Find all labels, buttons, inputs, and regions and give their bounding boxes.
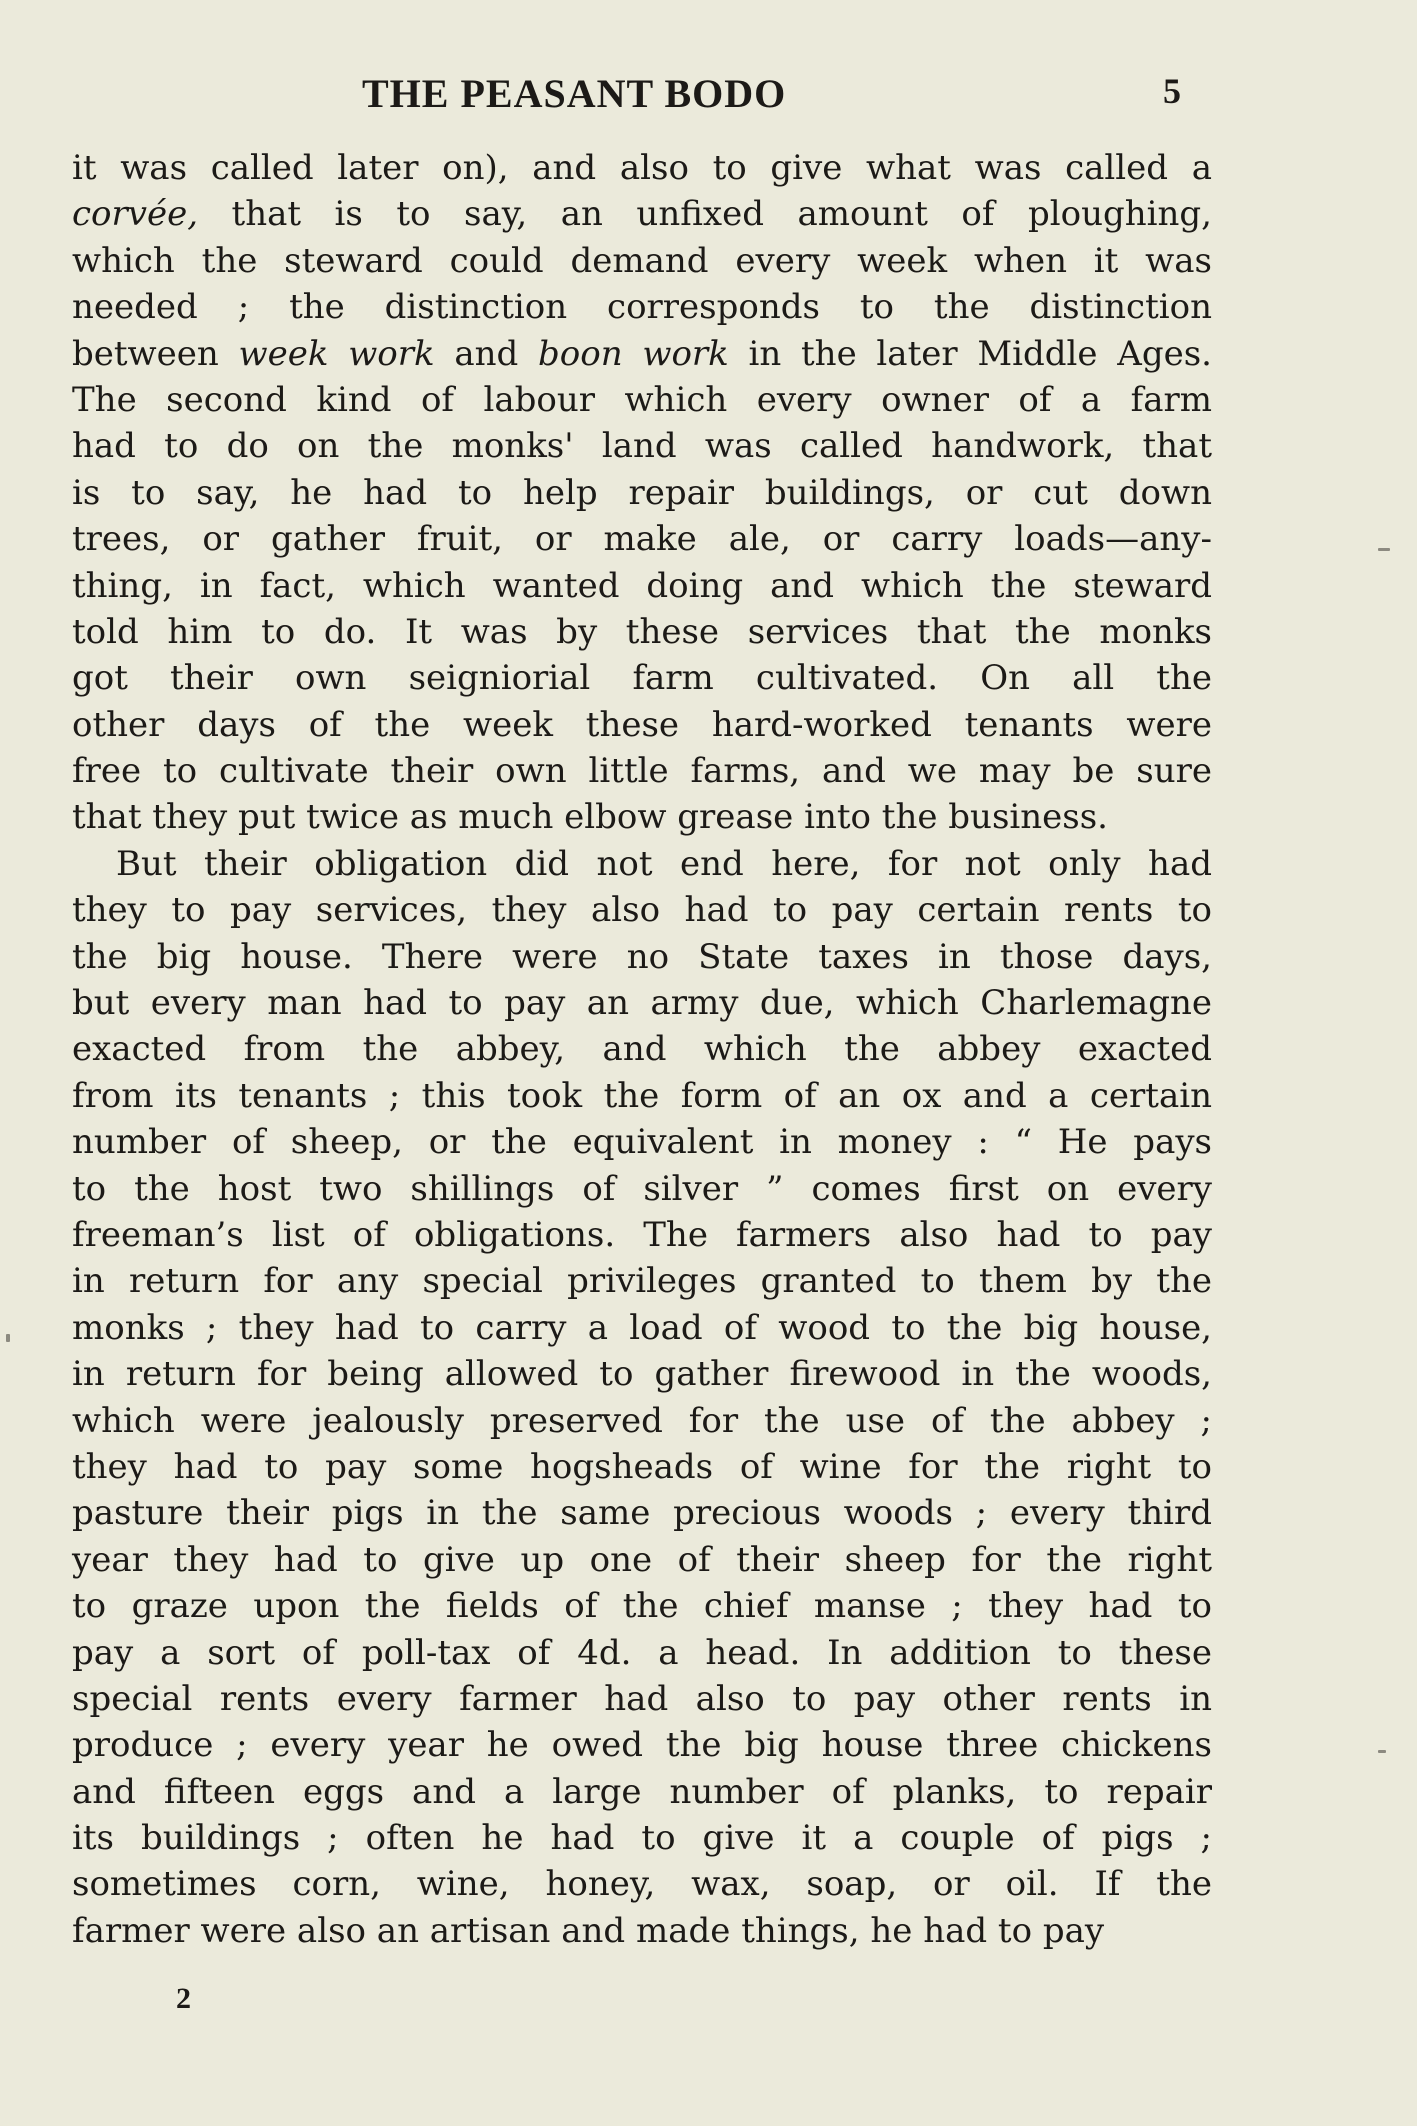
text-run: it was called later on), and also to give what was called a	[72, 148, 1212, 188]
page-header	[0, 70, 1417, 120]
text-line	[72, 1212, 1212, 1258]
text-line	[72, 1769, 1212, 1815]
text-run: pay a sort of poll-tax of 4d. a head. In addition to these	[72, 1632, 1212, 1673]
text-run: in the later Middle Ages.	[728, 333, 1212, 374]
paper-speck	[6, 1334, 10, 1342]
text-run: between	[72, 333, 239, 374]
text-run: to graze upon the fields of the chief manse ; they had to	[72, 1586, 1212, 1627]
text-line	[72, 1537, 1212, 1583]
text-line	[72, 516, 1212, 562]
text-run: which the steward could demand every week when it was	[72, 240, 1212, 281]
text-line	[72, 934, 1212, 980]
text-line	[72, 284, 1212, 330]
text-run: got their own seigniorial farm cultivated. On all the	[72, 658, 1212, 699]
text-line	[72, 1722, 1212, 1768]
text-line	[72, 1166, 1212, 1212]
text-line	[72, 1073, 1212, 1119]
text-run: but every man had to pay an army due, which Charlemagne	[72, 983, 1212, 1024]
text-run: thing, in fact, which wanted doing and which the steward	[72, 565, 1212, 606]
text-line	[72, 1815, 1212, 1861]
text-line	[72, 1490, 1212, 1536]
italic-term: week work	[238, 333, 435, 374]
text-run: sometimes corn, wine, honey, wax, soap, or oil. If the	[72, 1864, 1212, 1905]
text-run: in return for being allowed to gather firewood in the woods,	[72, 1354, 1212, 1395]
text-run: they to pay services, they also had to pay certain rents to	[72, 890, 1212, 931]
text-line	[72, 470, 1212, 516]
text-run: freeman’s list of obligations. The farmers also had to pay	[72, 1214, 1212, 1255]
text-run: farmer were also an artisan and made things, he had to pay	[72, 1910, 1105, 1951]
text-line	[72, 609, 1212, 655]
paper-speck	[1378, 548, 1390, 551]
text-run: the big house. There were no State taxes in those days,	[72, 936, 1212, 977]
text-run: from its tenants ; this took the form of an ox and a certain	[72, 1075, 1212, 1116]
body-text	[72, 145, 1212, 1954]
text-line	[72, 377, 1212, 423]
text-run: special rents every farmer had also to pay other rents in	[72, 1678, 1212, 1719]
text-run: The second kind of labour which every owner of a farm	[72, 379, 1212, 420]
text-line	[72, 145, 1212, 191]
text-run: and fifteen eggs and a large number of planks, to repair	[72, 1771, 1212, 1812]
text-run: its buildings ; often he had to give it a couple of pigs ;	[72, 1818, 1212, 1859]
text-line	[72, 1444, 1212, 1490]
text-line	[72, 1583, 1212, 1629]
running-head: THE PEASANT BODO	[362, 71, 787, 116]
text-line	[72, 1861, 1212, 1907]
page-number: 5	[1163, 71, 1181, 111]
text-run: is to say, he had to help repair buildings, or cut down	[72, 472, 1212, 513]
text-line	[72, 1676, 1212, 1722]
text-run: produce ; every year he owed the big house three chickens	[72, 1725, 1212, 1766]
text-line	[72, 1908, 1212, 1954]
text-run: other days of the week these hard-worked tenants were	[72, 704, 1212, 745]
text-run: monks ; they had to carry a load of wood to the big house,	[72, 1307, 1212, 1348]
text-run: trees, or gather fruit, or make ale, or carry loads—any-	[72, 519, 1212, 560]
text-line	[72, 1258, 1212, 1304]
text-line	[72, 748, 1212, 794]
text-run: that is to say, an unfixed amount of ploughing,	[198, 194, 1212, 235]
text-run: they had to pay some hogsheads of wine for the right to	[72, 1446, 1212, 1487]
text-run: But their obligation did not end here, for not only had	[116, 843, 1212, 884]
italic-term: boon work	[538, 333, 729, 374]
text-line	[72, 1630, 1212, 1676]
text-line	[72, 1026, 1212, 1072]
text-line	[72, 563, 1212, 609]
text-run: exacted from the abbey, and which the abbey exacted	[72, 1029, 1212, 1070]
text-run: number of sheep, or the equivalent in money : “ He pays	[72, 1122, 1212, 1163]
text-line	[72, 980, 1212, 1026]
text-run: needed ; the distinction corresponds to the distinction	[72, 287, 1212, 328]
text-run: pasture their pigs in the same precious woods ; every third	[72, 1493, 1212, 1534]
text-line	[72, 1398, 1212, 1444]
text-run: told him to do. It was by these services that the monks	[72, 611, 1212, 652]
text-run: free to cultivate their own little farms, and we may be sure	[72, 751, 1212, 792]
text-line	[72, 331, 1212, 377]
text-line	[72, 1305, 1212, 1351]
text-run: had to do on the monks' land was called handwork, that	[72, 426, 1212, 467]
text-line	[72, 423, 1212, 469]
text-line	[72, 841, 1212, 887]
text-line	[72, 887, 1212, 933]
text-line	[72, 191, 1212, 237]
text-line	[72, 238, 1212, 284]
text-line	[72, 1351, 1212, 1397]
text-line	[72, 655, 1212, 701]
signature-mark: 2	[176, 1982, 191, 2015]
italic-term: corvée,	[72, 194, 199, 235]
paper-speck	[1378, 1750, 1386, 1753]
text-line	[72, 702, 1212, 748]
text-run: which were jealously preserved for the use of the abbey ;	[72, 1400, 1212, 1441]
text-run: in return for any special privileges granted to them by the	[72, 1261, 1212, 1302]
text-run: and	[434, 333, 539, 374]
text-run: year they had to give up one of their sheep for the right	[72, 1539, 1212, 1580]
text-run: that they put twice as much elbow grease into the business.	[72, 797, 1108, 838]
text-run: to the host two shillings of silver ” comes first on every	[72, 1168, 1212, 1209]
text-line	[72, 794, 1212, 840]
text-line	[72, 1119, 1212, 1165]
